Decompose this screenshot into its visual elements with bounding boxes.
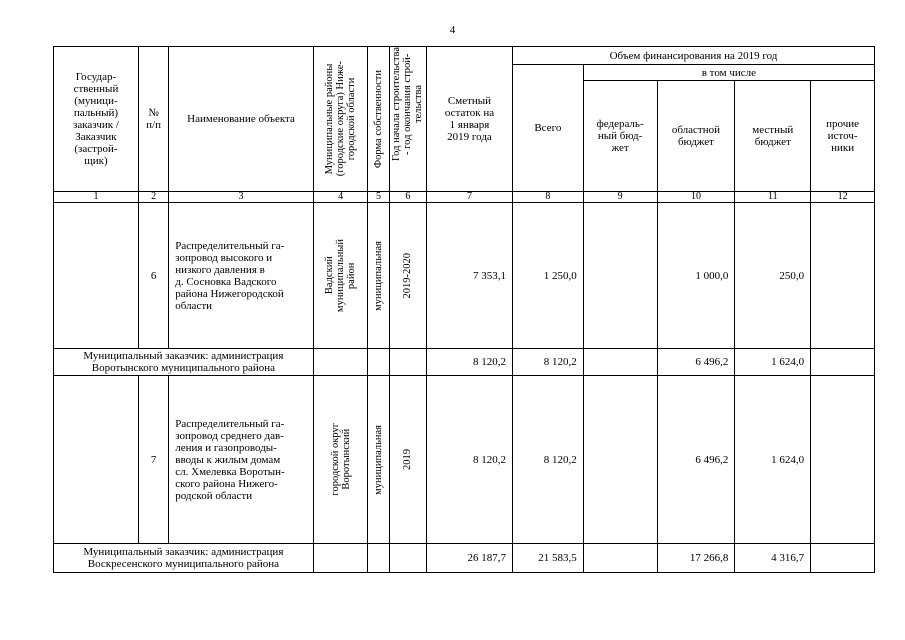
years-cell — [389, 376, 426, 544]
district: Вадский муниципальный район — [324, 238, 358, 313]
other — [811, 544, 875, 573]
header-ownership: Форма собственности — [373, 69, 385, 169]
total: 1 250,0 — [512, 203, 583, 349]
other — [811, 203, 875, 349]
header-years-cell — [389, 47, 426, 192]
regional: 6 496,2 — [657, 349, 735, 376]
header-municipal-districts-cell — [313, 47, 368, 192]
summary-customer: Муниципальный заказчик: администрация Воротынского муниципального района — [54, 349, 314, 376]
regional: 17 266,8 — [657, 544, 735, 573]
header-object-name: Наименование объекта — [169, 47, 314, 192]
total: 8 120,2 — [512, 349, 583, 376]
balance: 7 353,1 — [427, 203, 513, 349]
header-local: местный бюджет — [735, 81, 811, 192]
column-number: 5 — [368, 192, 389, 203]
column-number: 8 — [512, 192, 583, 203]
balance: 26 187,7 — [427, 544, 513, 573]
header-financing-volume: Объем финансирования на 2019 год — [512, 47, 874, 65]
summary-customer: Муниципальный заказчик: администрация Воскресенского муниципального района — [54, 544, 314, 573]
other — [811, 349, 875, 376]
ownership-cell — [368, 376, 389, 544]
header-customer: Государ- ственный (муници- пальный) заказчик / Заказчик (застрой- щик) — [54, 47, 139, 192]
header-ownership-cell — [368, 47, 389, 192]
column-number: 12 — [811, 192, 875, 203]
district-cell — [313, 203, 368, 349]
summary-row — [54, 544, 875, 573]
federal — [583, 349, 657, 376]
column-number: 2 — [138, 192, 168, 203]
district: городской округ Воротынский — [329, 423, 352, 496]
customer-cell — [54, 376, 139, 544]
table-row — [54, 203, 875, 349]
header-total: Всего — [512, 65, 583, 192]
empty-cell — [313, 349, 368, 376]
local: 250,0 — [735, 203, 811, 349]
empty-cell — [389, 349, 426, 376]
header-years: Год начала строительства - год окончания строй- тельства — [391, 47, 425, 161]
header-row-1 — [54, 47, 875, 65]
header-federal: федераль- ный бюд- жет — [583, 81, 657, 192]
federal — [583, 376, 657, 544]
ownership-cell — [368, 203, 389, 349]
header-regional: областной бюджет — [657, 81, 735, 192]
other — [811, 376, 875, 544]
total: 8 120,2 — [512, 376, 583, 544]
financing-table — [53, 46, 875, 573]
header-other: прочие источ- ники — [811, 81, 875, 192]
object-name: Распределительный га- зопровод высокого и низкого давления в д. Сосновка Вадского района Нижегородской области — [169, 203, 314, 349]
row-num: 6 — [138, 203, 168, 349]
ownership: муниципальная — [373, 240, 385, 311]
empty-cell — [368, 349, 389, 376]
object-name: Распределительный га- зопровод среднего дав- ления и газопроводы- вводы к жилым домам сл. Хмелевка Воротын- ского района Нижего- родской области — [169, 376, 314, 544]
years-cell — [389, 203, 426, 349]
local: 1 624,0 — [735, 376, 811, 544]
years: 2019-2020 — [402, 252, 414, 299]
row-num: 7 — [138, 376, 168, 544]
column-number: 3 — [169, 192, 314, 203]
empty-cell — [368, 544, 389, 573]
federal — [583, 203, 657, 349]
column-number: 4 — [313, 192, 368, 203]
local: 4 316,7 — [735, 544, 811, 573]
years: 2019 — [402, 449, 414, 470]
federal — [583, 544, 657, 573]
header-estimated-balance: Сметный остаток на 1 января 2019 года — [427, 47, 513, 192]
page-number: 4 — [449, 24, 456, 36]
total: 21 583,5 — [512, 544, 583, 573]
empty-cell — [389, 544, 426, 573]
column-number: 1 — [54, 192, 139, 203]
summary-row — [54, 349, 875, 376]
column-number: 9 — [583, 192, 657, 203]
balance: 8 120,2 — [427, 376, 513, 544]
empty-cell — [313, 544, 368, 573]
column-numbers-row — [54, 192, 875, 203]
column-number: 10 — [657, 192, 735, 203]
column-number: 7 — [427, 192, 513, 203]
regional: 6 496,2 — [657, 376, 735, 544]
column-number: 6 — [389, 192, 426, 203]
ownership: муниципальная — [373, 424, 385, 495]
column-number: 11 — [735, 192, 811, 203]
district-cell — [313, 376, 368, 544]
table-row — [54, 376, 875, 544]
header-municipal-districts: Муниципальные районы (городские округа) Ниже- городской области — [324, 61, 358, 177]
header-including: в том числе — [583, 65, 874, 81]
header-num: № п/п — [138, 47, 168, 192]
local: 1 624,0 — [735, 349, 811, 376]
customer-cell — [54, 203, 139, 349]
regional: 1 000,0 — [657, 203, 735, 349]
balance: 8 120,2 — [427, 349, 513, 376]
